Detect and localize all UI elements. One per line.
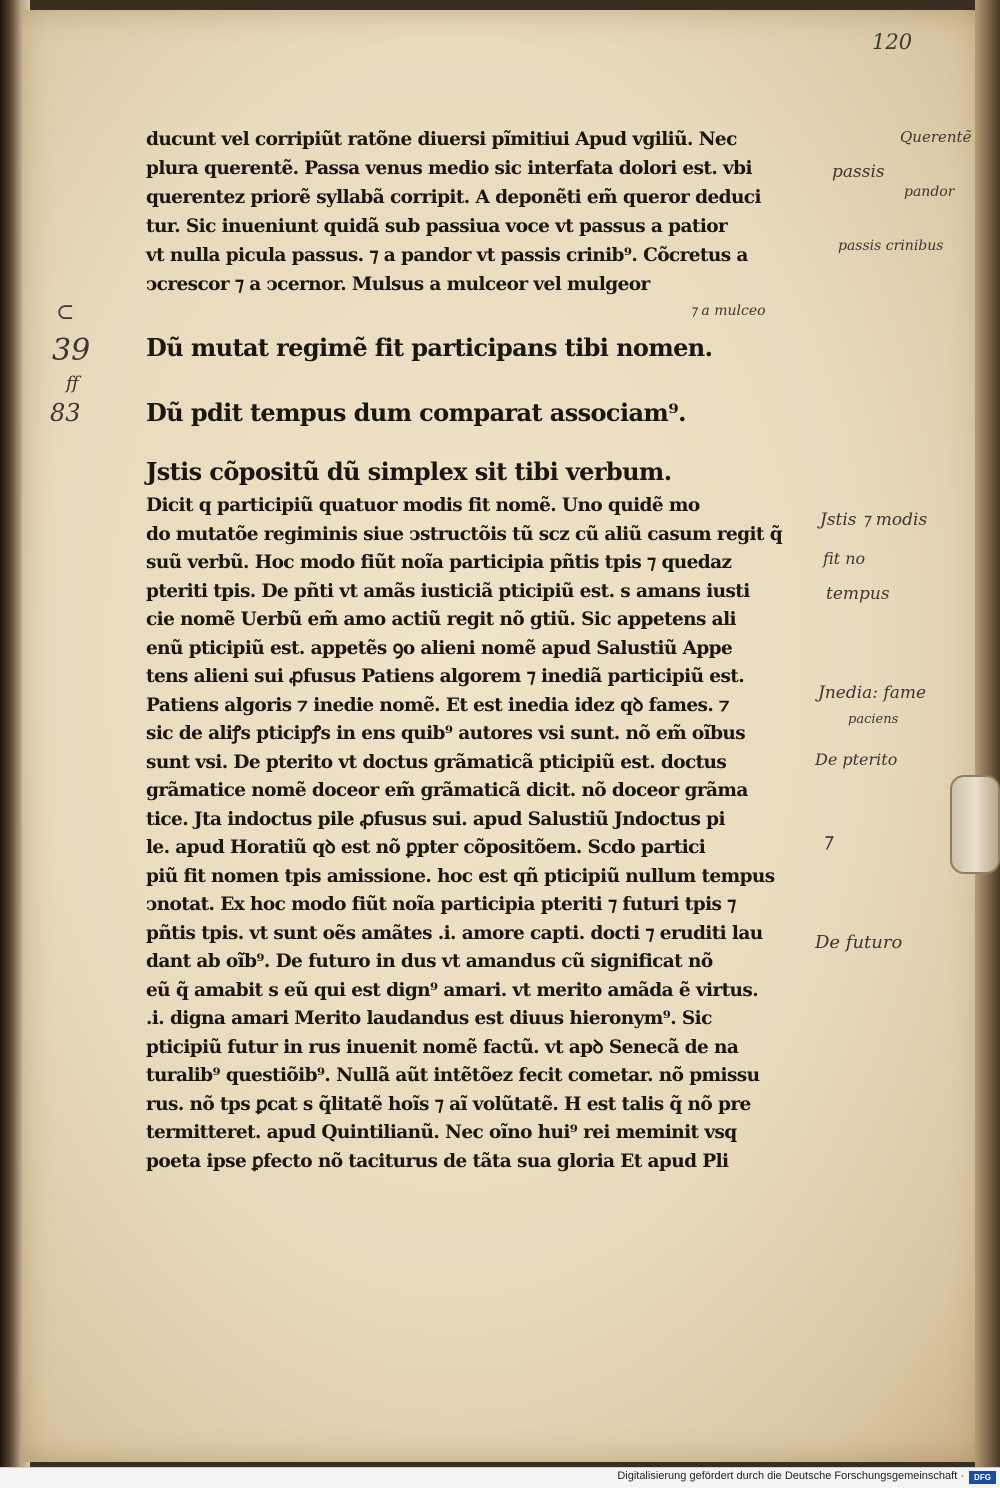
dfg-logo: DFG [969, 1471, 996, 1484]
text-line: le. apud Horatiũ qꝺ est nõ ꝑpter cõpositõem. Scdo partici [146, 837, 706, 858]
text-line: plura querentẽ. Passa venus medio sic interfata dolori est. vbi [146, 158, 752, 179]
text-line: pteriti tpis. De pñti vt amãs iusticiã pticipiũ est. s amans iusti [146, 580, 750, 602]
marginal-note-left: 83 [50, 399, 81, 427]
marginal-note: passis [832, 162, 885, 182]
marginal-note: passis crinibus [838, 238, 944, 254]
text-line: tice. Jta indoctus pile ꝓfusus sui. apud Salustiũ Jndoctus pi [146, 808, 725, 830]
text-line: grãmatice nomẽ doceor em̃ grãmaticã dicit. nõ doceor grãma [146, 780, 748, 801]
text-line: sunt vsi. De pterito vt doctus grãmaticã pticipiũ est. doctus [146, 751, 727, 773]
text-line: poeta ipse ꝑfecto nõ taciturus de tãta sua gloria Et apud Pli [146, 1150, 729, 1172]
text-line: rus. nõ tps ꝑcat s q̃litatẽ hoĩs ⁊ aĩ volũtatẽ. H est talis q̃ nõ pre [146, 1093, 751, 1115]
text-line: termitteret. apud Quintilianũ. Nec oĩno hui⁹ rei meminit vsq [146, 1122, 737, 1143]
text-line: cie nomẽ Uerbũ em̃ amo actiũ regit nõ gtiũ. Sic appetens ali [146, 609, 736, 630]
text-line: ducunt vel corripiũt ratõne diuersi pĩmitiui Apud vgiliũ. Nec [146, 129, 737, 150]
marginal-note: pandor [904, 184, 955, 200]
text-line: Dicit q participiũ quatuor modis fit nomẽ. Uno quidẽ mo [146, 495, 700, 516]
marginal-note: fit no [823, 549, 866, 568]
marginal-note: Jnedia: fame [818, 683, 927, 703]
marginal-note: De futuro [815, 932, 903, 953]
marginal-note-left: ff [66, 373, 79, 394]
text-line: enũ pticipiũ est. appetẽs ꝯo alieni nomẽ apud Salustiũ Appe [146, 637, 733, 659]
text-line: pñtis tpis. vt sunt oẽs amãtes .i. amore capti. docti ⁊ eruditi lau [146, 922, 763, 944]
footer-credit: Digitalisierung gefördert durch die Deutsche Forschungsgemeinschaft · [617, 1470, 964, 1482]
text-line: Patiens algoris ⁊ inedie nomẽ. Et est inedia idez qꝺ fames. ⁊ [146, 694, 730, 716]
text-line: ↄcrescor ⁊ a ↄcernor. Mulsus a mulceor vel mulgeor [146, 274, 650, 295]
verse-line-2: Dũ pdit tempus dum comparat associam⁹. [146, 398, 686, 427]
marginal-note: Jstis ⁊ modis [820, 510, 928, 530]
page-stack-edge [975, 0, 1000, 1467]
text-line: tens alieni sui ꝓfusus Patiens algorem ⁊ inediã participiũ est. [146, 666, 745, 687]
marginal-note: paciens [848, 712, 899, 727]
marginal-note: ⁊ a mulceo [690, 303, 766, 319]
text-line: do mutatõe regiminis siue ↄstructõis tũ scz cũ aliũ casum regit q̃ [146, 523, 783, 545]
text-line: vt nulla picula passus. ⁊ a pandor vt passis crinib⁹. Cõcretus a [146, 245, 748, 266]
page-clip [950, 775, 1000, 874]
marginal-note: ⁊ [822, 828, 832, 852]
folio-number: 120 [872, 30, 913, 54]
text-line: ↄnotat. Ex hoc modo fiũt noĩa participia pteriti ⁊ futuri tpis ⁊ [146, 894, 736, 915]
text-line: suũ verbũ. Hoc modo fiũt noĩa participia pñtis tpis ⁊ quedaz [146, 552, 732, 573]
text-line: querentez priorẽ syllabã corripit. A deponẽti em̃ queror deduci [146, 187, 761, 208]
marginal-note: Querentẽ [900, 128, 972, 146]
body-text-block [146, 492, 782, 1176]
text-line: pticipiũ futur in rus inuenit nomẽ factũ. vt apꝺ Senecã de na [146, 1036, 739, 1058]
marginal-note-left: 39 [52, 333, 91, 368]
text-line: eũ q̃ amabit s eũ qui est dign⁹ amari. vt merito amãda ẽ virtus. [146, 979, 759, 1001]
text-line: tur. Sic inueniunt quidã sub passiua voce vt passus a patior [146, 216, 728, 237]
text-line: dant ab oĩb⁹. De futuro in dus vt amandus cũ significat nõ [146, 951, 713, 972]
text-line: .i. digna amari Merito laudandus est diuus hieronym⁹. Sic [146, 1008, 712, 1029]
commentary-block [146, 125, 761, 299]
marginal-note: De pterito [815, 750, 898, 769]
verse-line-1: Dũ mutat regimẽ fit participans tibi nomen. [146, 333, 713, 362]
verse-line-3: Jstis cõpositũ dũ simplex sit tibi verbum. [146, 457, 672, 486]
text-line: turalib⁹ questiõib⁹. Nullã aũt intẽtõez fecit cometar. nõ pmissu [146, 1065, 760, 1086]
text-line: piũ fit nomen tpis amissione. hoc est qñ pticipiũ nullum tempus [146, 865, 775, 887]
footer-bar [0, 1467, 1000, 1488]
marginal-note: tempus [826, 584, 890, 604]
marginal-note-left: ⊂ [56, 300, 75, 325]
text-line: sic de aliꝭs pticipꝭs in ens quib⁹ autores vsi sunt. nõ em̃ oĩbus [146, 723, 746, 744]
